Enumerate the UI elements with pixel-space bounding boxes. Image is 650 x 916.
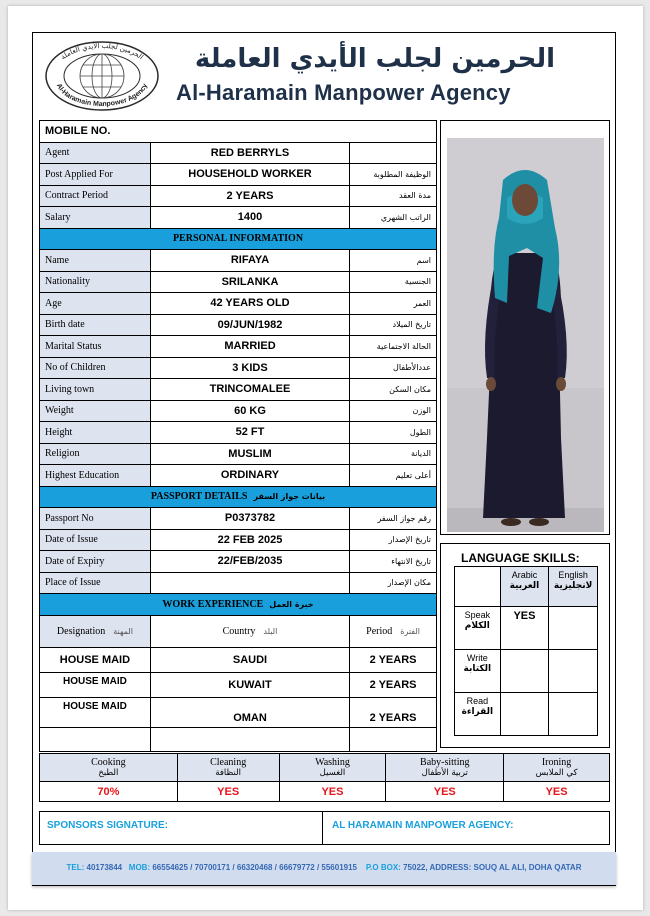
read-ar: القراءة xyxy=(461,707,494,717)
language-skills-table xyxy=(454,566,598,736)
photo-frame xyxy=(440,120,610,535)
work-period: 2 YEARS xyxy=(350,647,437,672)
skill-header xyxy=(386,754,504,782)
personal-label: Birth date xyxy=(40,314,151,336)
skill-name: Washing xyxy=(315,756,350,768)
skills-table xyxy=(39,753,610,802)
job-label: Salary xyxy=(40,207,151,229)
logo-arabic-text: الحرمين لجلب الأيدي العاملة xyxy=(59,41,145,62)
personal-row xyxy=(40,336,437,358)
passport-arabic-label: تاريخ الانتهاء xyxy=(350,551,437,573)
country-header xyxy=(150,615,349,647)
passport-rows xyxy=(40,508,437,594)
skill-value: YES xyxy=(386,782,504,802)
skill-header xyxy=(504,754,610,782)
job-value: RED BERRYLS xyxy=(150,142,349,164)
contact-footer xyxy=(32,852,616,885)
period-header xyxy=(350,615,437,647)
arabic-col-en: Arabic xyxy=(511,570,538,580)
personal-row xyxy=(40,422,437,444)
personal-arabic-label: الديانة xyxy=(350,443,437,465)
top-rows xyxy=(40,142,437,228)
signature-divider xyxy=(322,812,323,844)
read-en: Read xyxy=(466,696,489,706)
skill-value: YES xyxy=(177,782,279,802)
work-heading-text: WORK EXPERIENCE xyxy=(162,598,264,610)
skills-header-row xyxy=(40,754,610,782)
job-arabic-label: الوظيفة المطلوبة xyxy=(350,164,437,186)
read-row-header xyxy=(455,693,501,736)
write-en: Write xyxy=(466,653,488,663)
period-header-arabic: الفترة xyxy=(400,626,420,636)
personal-row xyxy=(40,250,437,272)
personal-arabic-label: تاريخ الميلاد xyxy=(350,314,437,336)
language-skills-box xyxy=(440,543,610,748)
passport-label: Date of Issue xyxy=(40,529,151,551)
personal-arabic-label: الجنسية xyxy=(350,271,437,293)
personal-value: ORDINARY xyxy=(150,465,349,487)
job-row xyxy=(40,164,437,186)
signature-box xyxy=(39,811,610,845)
personal-arabic-label: مكان السكن xyxy=(350,379,437,401)
personal-value: 3 KIDS xyxy=(150,357,349,379)
personal-label: Highest Education xyxy=(40,465,151,487)
job-value: HOUSEHOLD WORKER xyxy=(150,164,349,186)
personal-value: SRILANKA xyxy=(150,271,349,293)
job-row xyxy=(40,185,437,207)
arabic-col-ar: العربية xyxy=(509,581,540,591)
english-col-en: English xyxy=(558,570,588,580)
period-header-text: Period xyxy=(366,625,393,637)
skill-name-arabic: النظافة xyxy=(215,767,241,778)
skill-value: 70% xyxy=(40,782,178,802)
personal-row xyxy=(40,314,437,336)
applicant-info-table xyxy=(39,120,437,752)
tel-label: TEL: xyxy=(66,863,85,872)
job-row xyxy=(40,207,437,229)
job-arabic-label: مدة العقد xyxy=(350,185,437,207)
personal-row xyxy=(40,443,437,465)
empty-cell xyxy=(150,727,349,751)
personal-rows xyxy=(40,250,437,487)
read-arabic-value xyxy=(500,693,549,736)
designation-header-arabic: المهنة xyxy=(113,626,133,636)
work-designation: HOUSE MAID xyxy=(40,647,151,672)
country-header-text: Country xyxy=(222,625,256,637)
passport-arabic-label: تاريخ الإصدار xyxy=(350,529,437,551)
personal-arabic-label: العمر xyxy=(350,293,437,315)
work-row xyxy=(40,672,437,697)
speak-row-header xyxy=(455,607,501,650)
agency-signature-label: AL HARAMAIN MANPOWER AGENCY: xyxy=(332,820,514,831)
personal-label: Religion xyxy=(40,443,151,465)
personal-label: Height xyxy=(40,422,151,444)
personal-value: 09/JUN/1982 xyxy=(150,314,349,336)
language-row-read xyxy=(455,693,598,736)
job-arabic-label xyxy=(350,142,437,164)
work-period: 2 YEARS xyxy=(350,672,437,697)
personal-arabic-label: الوزن xyxy=(350,400,437,422)
passport-row xyxy=(40,508,437,530)
personal-row xyxy=(40,293,437,315)
work-country: SAUDI xyxy=(150,647,349,672)
passport-heading-text: PASSPORT DETAILS xyxy=(150,491,248,503)
job-row xyxy=(40,142,437,164)
job-label: Post Applied For xyxy=(40,164,151,186)
po-box-label: P.O BOX: xyxy=(365,863,401,872)
personal-label: Living town xyxy=(40,379,151,401)
speak-english-value xyxy=(549,607,598,650)
skill-name-arabic: تربية الأطفال xyxy=(421,767,468,778)
skill-header xyxy=(177,754,279,782)
language-row-write xyxy=(455,650,598,693)
language-header-row xyxy=(455,567,598,607)
work-row xyxy=(40,647,437,672)
passport-heading xyxy=(40,486,437,508)
passport-label: Date of Expiry xyxy=(40,551,151,573)
work-heading-arabic: خبرة العمل xyxy=(269,599,314,609)
mob-label: MOB: xyxy=(128,863,151,872)
personal-value: 42 YEARS OLD xyxy=(150,293,349,315)
arabic-column-header xyxy=(500,567,549,607)
work-header-row xyxy=(40,615,437,647)
personal-value: MARRIED xyxy=(150,336,349,358)
passport-row xyxy=(40,529,437,551)
agency-logo-icon xyxy=(44,40,160,112)
personal-arabic-label: اسم xyxy=(350,250,437,272)
personal-row xyxy=(40,400,437,422)
passport-label: Place of Issue xyxy=(40,572,151,594)
contact-line xyxy=(32,863,616,872)
applicant-photo-icon xyxy=(447,138,604,532)
passport-arabic-label: رقم جواز السفر xyxy=(350,508,437,530)
work-country: KUWAIT xyxy=(150,672,349,697)
personal-value: RIFAYA xyxy=(150,250,349,272)
job-value: 2 YEARS xyxy=(150,185,349,207)
skills-value-row xyxy=(40,782,610,802)
personal-label: Weight xyxy=(40,400,151,422)
skill-value: YES xyxy=(279,782,386,802)
passport-label: Passport No xyxy=(40,508,151,530)
skill-name: Cooking xyxy=(91,756,126,768)
work-country: OMAN xyxy=(150,697,349,727)
work-designation: HOUSE MAID xyxy=(40,672,151,697)
personal-info-heading xyxy=(40,228,437,250)
personal-value: 52 FT xyxy=(150,422,349,444)
personal-row xyxy=(40,357,437,379)
personal-arabic-label: الحالة الاجتماعية xyxy=(350,336,437,358)
sponsor-signature-label: SPONSORS SIGNATURE: xyxy=(47,820,168,831)
empty-cell xyxy=(40,727,151,751)
passport-row xyxy=(40,572,437,594)
passport-value: P0373782 xyxy=(150,508,349,530)
work-row-empty xyxy=(40,727,437,751)
skill-value: YES xyxy=(504,782,610,802)
speak-ar: الكلام xyxy=(464,621,490,631)
agency-title-arabic: الحرمين لجلب الأيدي العاملة xyxy=(194,44,556,74)
passport-value: 22/FEB/2035 xyxy=(150,551,349,573)
skill-name-arabic: الطبخ xyxy=(98,767,119,778)
personal-label: Marital Status xyxy=(40,336,151,358)
agency-title-english: Al-Haramain Manpower Agency xyxy=(176,80,511,105)
job-label: Contract Period xyxy=(40,185,151,207)
personal-arabic-label: الطول xyxy=(350,422,437,444)
empty-cell xyxy=(455,567,501,607)
skill-name: Cleaning xyxy=(210,756,247,768)
work-experience-heading xyxy=(40,594,437,616)
passport-value: 22 FEB 2025 xyxy=(150,529,349,551)
job-value: 1400 xyxy=(150,207,349,229)
write-ar: الكتابة xyxy=(463,664,492,674)
language-skills-title: LANGUAGE SKILLS: xyxy=(461,551,580,565)
speak-arabic-value: YES xyxy=(500,607,549,650)
read-english-value xyxy=(549,693,598,736)
personal-value: TRINCOMALEE xyxy=(150,379,349,401)
passport-heading-arabic: بيانات جواز السفر xyxy=(253,492,326,502)
personal-value: 60 KG xyxy=(150,400,349,422)
po-box-value: 75022, ADDRESS: SOUQ AL ALI, DOHA QATAR xyxy=(403,863,582,872)
skill-header xyxy=(279,754,386,782)
passport-arabic-label: مكان الإصدار xyxy=(350,572,437,594)
english-col-ar: لانجليزية xyxy=(553,581,593,591)
language-row-speak xyxy=(455,607,598,650)
personal-value: MUSLIM xyxy=(150,443,349,465)
personal-label: Age xyxy=(40,293,151,315)
mob-value: 66554625 / 70700171 / 66320468 / 66679772 / 55601915 xyxy=(152,863,357,872)
logo-english-text: Al-Haramain Manpower Agency xyxy=(54,82,150,109)
personal-label: No of Children xyxy=(40,357,151,379)
personal-label: Nationality xyxy=(40,271,151,293)
empty-cell xyxy=(350,727,437,751)
personal-arabic-label: أعلى تعليم xyxy=(350,465,437,487)
mobile-label: MOBILE NO. xyxy=(40,121,437,143)
personal-info-heading-text: PERSONAL INFORMATION xyxy=(172,233,304,245)
write-english-value xyxy=(549,650,598,693)
work-period: 2 YEARS xyxy=(350,697,437,727)
skill-name: Baby-sitting xyxy=(420,756,470,768)
passport-row xyxy=(40,551,437,573)
write-arabic-value xyxy=(500,650,549,693)
personal-label: Name xyxy=(40,250,151,272)
designation-header-text: Designation xyxy=(56,625,106,637)
personal-row xyxy=(40,465,437,487)
designation-header xyxy=(40,615,151,647)
skill-name: Ironing xyxy=(541,756,572,768)
skill-header xyxy=(40,754,178,782)
personal-arabic-label: عددالأطفال xyxy=(350,357,437,379)
personal-row xyxy=(40,379,437,401)
job-label: Agent xyxy=(40,142,151,164)
skill-name-arabic: كي الملابس xyxy=(535,767,578,778)
passport-value xyxy=(150,572,349,594)
job-arabic-label: الراتب الشهري xyxy=(350,207,437,229)
country-header-arabic: البلد xyxy=(263,626,278,636)
personal-row xyxy=(40,271,437,293)
skill-name-arabic: الغسيل xyxy=(319,767,346,778)
english-column-header xyxy=(549,567,598,607)
tel-value: 40173844 xyxy=(86,863,123,872)
work-row xyxy=(40,697,437,727)
work-designation: HOUSE MAID xyxy=(40,697,151,727)
write-row-header xyxy=(455,650,501,693)
speak-en: Speak xyxy=(464,610,491,620)
